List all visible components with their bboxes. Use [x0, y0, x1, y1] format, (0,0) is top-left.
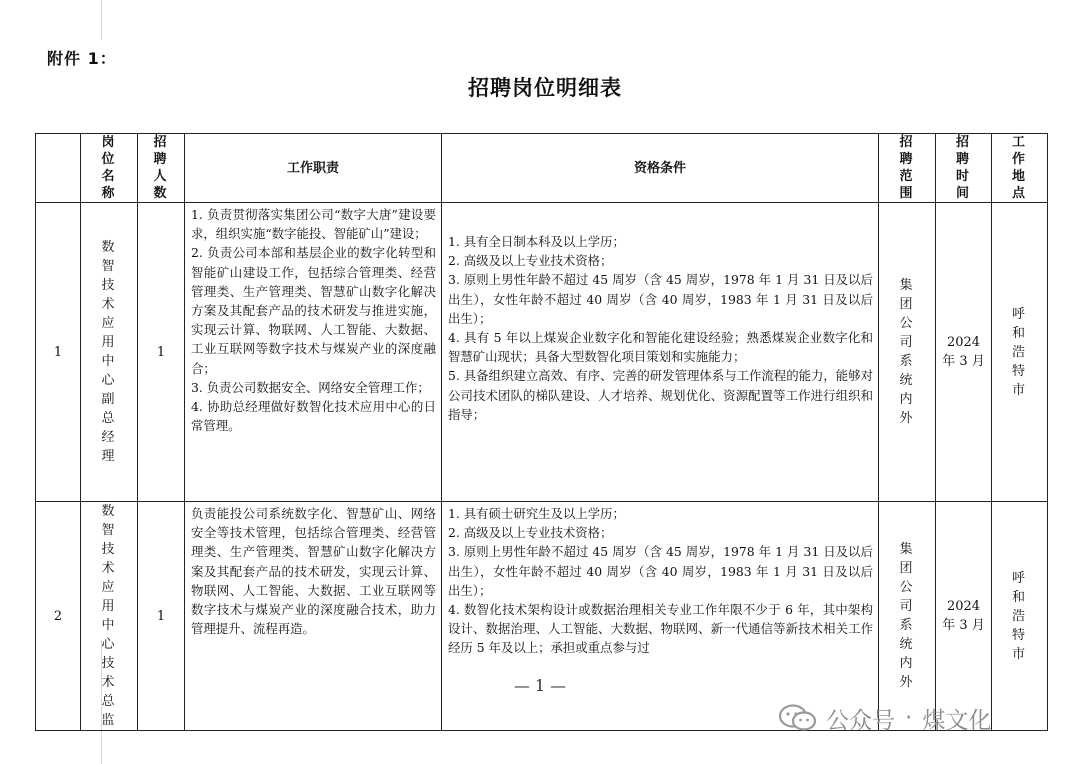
header-index [36, 134, 81, 203]
header-location: 工作地点 [992, 134, 1048, 203]
row-time: 2024 年 3 月 [936, 203, 992, 502]
row-position: 数智技术应用中心技术总监 [81, 502, 138, 731]
qualification-item: 5. 具备组织建立高效、有序、完善的研发管理体系与工作流程的能力，能够对公司技术团队的梯队建设、人才培养、规划优化、资源配置等工作进行组织和指导； [448, 368, 873, 422]
table-row [36, 502, 1048, 731]
row-qualifications [442, 502, 879, 731]
qualification-item: 2. 高级及以上专业技术资格； [448, 525, 613, 541]
header-duties: 工作职责 [185, 134, 442, 203]
row-scope: 集团公司系统内外 [879, 203, 936, 502]
qualification-item: 3. 原则上男性年龄不超过 45 周岁（含 45 周岁，1978 年 1 月 31 日及以后出生），女性年龄不超过 40 周岁（含 40 周岁，1983 年 1 月 31 日及以后出生）； [448, 544, 873, 598]
attachment-label: 附件 1： [47, 49, 117, 68]
margin-line-top [101, 0, 102, 40]
row-location: 呼和浩特市 [992, 502, 1048, 731]
row-time: 2024 年 3 月 [936, 502, 992, 731]
row-duties [185, 203, 442, 502]
header-position: 岗位名称 [81, 134, 138, 203]
header-qualifications: 资格条件 [442, 134, 879, 203]
duty-item: 4. 协助总经理做好数智化技术应用中心的日常管理。 [191, 399, 436, 434]
header-time: 招聘时间 [936, 134, 992, 203]
qualification-item: 4. 具有 5 年以上煤炭企业数字化和智能化建设经验；熟悉煤炭企业数字化和智慧矿山现状；具备大型数智化项目策划和实施能力； [448, 330, 873, 365]
duty-item: 2. 负责公司本部和基层企业的数字化转型和智能矿山建设工作，包括综合管理类、经营管理类、生产管理类、智慧矿山数字化解决方案及其配套产品的技术研发与推进实施，实现云计算、物联网、人工智能、大数据、工业互联网等数字技术与煤炭产业的深度融合； [191, 245, 436, 376]
row-index: 1 [36, 203, 81, 502]
row-scope: 集团公司系统内外 [879, 502, 936, 731]
row-count: 1 [138, 203, 185, 502]
qualification-item: 4. 数智化技术架构设计或数据治理相关专业工作年限不少于 6 年，其中架构设计、数据治理、人工智能、大数据、物联网、新一代通信等新技术相关工作经历 5 年及以上；承担或重点参与过 [448, 602, 873, 656]
duty-item: 负责能投公司系统数字化、智慧矿山、网络安全等技术管理，包括综合管理类、经营管理类、生产管理类、智慧矿山数字化解决方案及其配套产品的技术研发，实现云计算、物联网、人工智能、大数据、工业互联网等数字技术与煤炭产业的深度融合技术，助力管理提升、流程再造。 [191, 506, 436, 637]
qualification-item: 1. 具有全日制本科及以上学历； [448, 234, 625, 249]
row-location: 呼和浩特市 [992, 203, 1048, 502]
row-qualifications [442, 203, 879, 502]
row-position: 数智技术应用中心副总经理 [81, 203, 138, 502]
row-duties [185, 502, 442, 731]
row-index: 2 [36, 502, 81, 731]
qualification-item: 3. 原则上男性年龄不超过 45 周岁（含 45 周岁，1978 年 1 月 31 日及以后出生），女性年龄不超过 40 周岁（含 40 周岁，1983 年 1 月 31 日及以后出生）； [448, 272, 873, 326]
table-header-row [36, 134, 1048, 203]
watermark-right: 煤文化 [922, 707, 992, 734]
duty-item: 3. 负责公司数据安全、网络安全管理工作； [191, 379, 430, 395]
duty-item: 1. 负责贯彻落实集团公司“数字大唐”建设要求，组织实施“数字能投、智能矿山”建设； [191, 207, 436, 242]
header-scope: 招聘范围 [879, 134, 936, 203]
watermark [778, 700, 991, 736]
table-row [36, 203, 1048, 502]
qualification-item: 2. 高级及以上专业技术资格； [448, 253, 613, 269]
page-number: — 1 — [513, 676, 567, 695]
recruitment-table [35, 133, 1048, 731]
qualification-item: 1. 具有硕士研究生及以上学历； [448, 506, 625, 521]
page-title: 招聘岗位明细表 [468, 76, 622, 100]
wechat-icon [778, 703, 818, 733]
row-count: 1 [138, 502, 185, 731]
watermark-left: 公众号 [826, 707, 895, 734]
header-count: 招聘人数 [138, 134, 185, 203]
watermark-separator: · [905, 705, 913, 731]
